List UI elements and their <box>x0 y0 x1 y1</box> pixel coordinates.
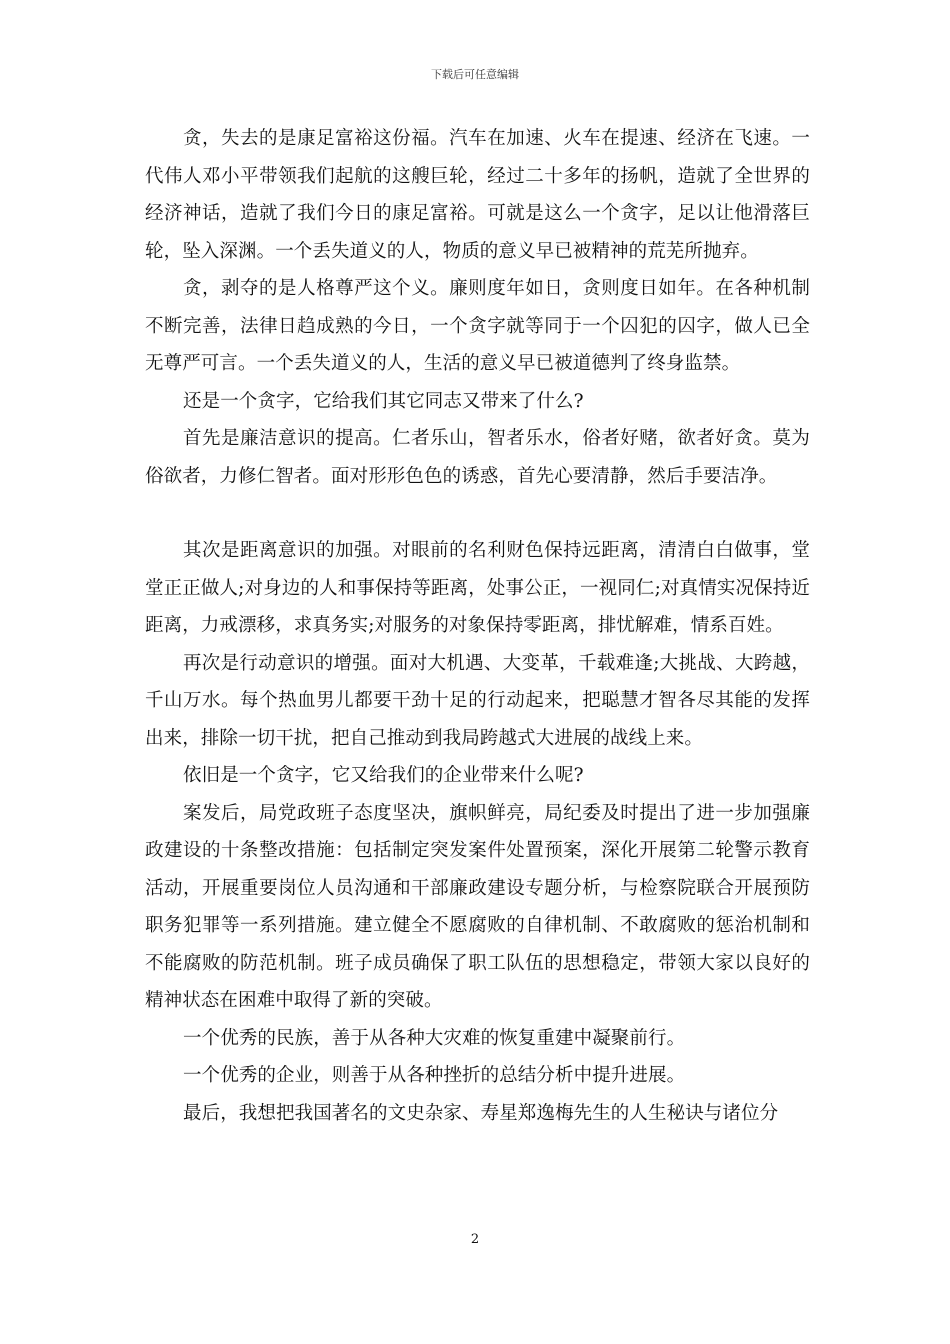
paragraph: 首先是廉洁意识的提高。仁者乐山，智者乐水，俗者好赌，欲者好贪。莫为俗欲者，力修仁智者。面对形形色色的诱惑，首先心要清静，然后手要洁净。 <box>145 428 810 487</box>
paragraph: 一个优秀的民族，善于从各种大灾难的恢复重建中凝聚前行。 <box>183 1027 686 1049</box>
paragraph: 案发后，局党政班子态度坚决，旗帜鲜亮，局纪委及时提出了进一步加强廉政建设的十条整改措施：包括制定突发案件处置预案，深化开展第二轮警示教育活动，开展重要岗位人员沟通和干部廉政建设专题分析，与检察院联合开展预防职务犯罪等一系列措施。建立健全不愿腐败的自律机制、不敢腐败的惩治机制和不能腐败的防范机制。班子成员确保了职工队伍的思想稳定，带领大家以良好的精神状态在困难中取得了新的突破。 <box>145 802 810 1011</box>
paragraph: 其次是距离意识的加强。对眼前的名利财色保持远距离，清清白白做事，堂堂正正做人;对身边的人和事保持等距离，处事公正，一视同仁;对真情实况保持近距离，力戒漂移，求真务实;对服务的对象保持零距离，排忧解难，情系百姓。 <box>145 540 810 636</box>
paragraph: 再次是行动意识的增强。面对大机遇、大变革，千载难逢;大挑战、大跨越，千山万水。每个热血男儿都要干劲十足的行动起来，把聪慧才智各尽其能的发挥出来，排除一切干扰，把自己推动到我局跨越式大进展的战线上来。 <box>145 652 810 749</box>
paragraph: 贪，剥夺的是人格尊严这个义。廉则度年如日，贪则度日如年。在各种机制不断完善，法律日趋成熟的今日，一个贪字就等同于一个囚犯的囚字，做人已全无尊严可言。一个丢失道义的人，生活的意义早已被道德判了终身监禁。 <box>145 278 810 374</box>
page-header: 下载后可任意编辑 <box>431 68 519 81</box>
paragraph: 一个优秀的企业，则善于从各种挫折的总结分析中提升进展。 <box>183 1065 686 1086</box>
paragraph: 依旧是一个贪字，它又给我们的企业带来什么呢? <box>183 765 584 786</box>
paragraph: 贪，失去的是康足富裕这份福。汽车在加速、火车在提速、经济在飞速。一代伟人邓小平带领我们起航的这艘巨轮，经过二十多年的扬帆，造就了全世界的经济神话，造就了我们今日的康足富裕。可就是这么一个贪字，足以让他滑落巨轮，坠入深渊。一个丢失道义的人，物质的意义早已被精神的荒芜所抛弃。 <box>145 128 810 262</box>
page-number: 2 <box>470 1232 480 1247</box>
paragraph: 最后，我想把我国著名的文史杂家、寿星郑逸梅先生的人生秘诀与诸位分 <box>183 1102 779 1124</box>
paragraph: 还是一个贪字，它给我们其它同志又带来了什么? <box>183 390 584 412</box>
document-body <box>145 120 810 1132</box>
